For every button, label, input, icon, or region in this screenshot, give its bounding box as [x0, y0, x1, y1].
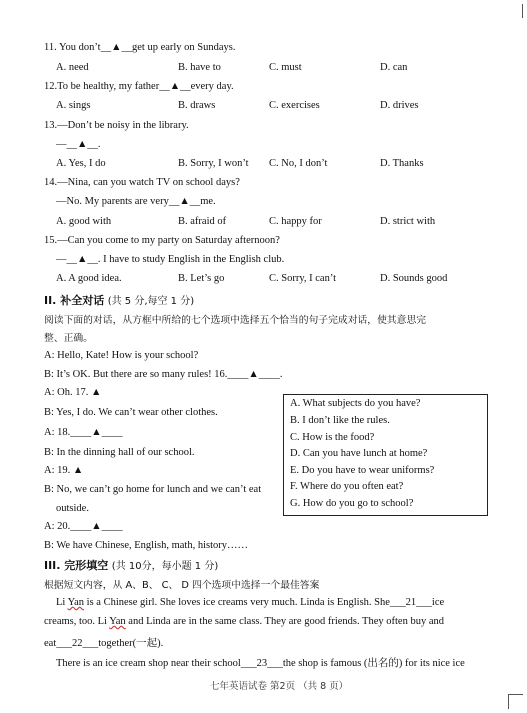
q11-option-c: C. must	[269, 62, 302, 73]
dialog-line-5: A: 18.____▲____	[44, 427, 123, 438]
section-3-instruction: 根据短文内容，从 A、B、 C、 D 四个选项中选择一个最佳答案	[44, 580, 320, 591]
option-f: F. Where do you often eat?	[290, 481, 404, 492]
passage-line-1	[56, 597, 444, 608]
passage-text: creams, too. Li	[44, 616, 110, 627]
dialog-line-6: B: In the dinning hall of our school.	[44, 447, 195, 458]
question-12-stem: 12.To be healthy, my father__▲__every day.	[44, 81, 234, 92]
q14-option-c: C. happy for	[269, 216, 322, 227]
question-14-response: —No. My parents are very__▲__me.	[56, 196, 216, 207]
section-2-instruction-line-2: 整、正确。	[44, 333, 93, 344]
option-b: B. I don’t like the rules.	[290, 415, 390, 426]
q14-option-b: B. afraid of	[178, 216, 227, 227]
option-d: D. Can you have lunch at home?	[290, 448, 428, 459]
passage-text: and Linda are in the same class. They are good friends. They often buy and	[125, 616, 444, 627]
dialog-line-2: B: It’s OK. But there are so many rules! 16.____▲____.	[44, 369, 283, 380]
passage-line-2	[44, 616, 444, 627]
section-2-title: II. 补全对话	[44, 294, 105, 307]
q13-option-c: C. No, I don’t	[269, 158, 328, 169]
q15-option-a: A. A good idea.	[56, 273, 122, 284]
section-3-title: III. 完形填空	[44, 559, 109, 572]
question-13-stem: 13.—Don’t be noisy in the library.	[44, 120, 189, 131]
crop-mark-top-right	[508, 4, 523, 18]
section-3-heading	[44, 557, 218, 573]
name-yan: Yan	[109, 616, 126, 627]
q11-option-a: A. need	[56, 62, 89, 73]
q15-option-c: C. Sorry, I can’t	[269, 273, 337, 284]
dialog-line-4: B: Yes, I do. We can’t wear other clothes.	[44, 407, 218, 418]
q13-option-d: D. Thanks	[380, 158, 424, 169]
option-c: C. How is the food?	[290, 432, 375, 443]
option-a: A. What subjects do you have?	[290, 398, 421, 409]
question-15-stem: 15.—Can you come to my party on Saturday afternoon?	[44, 235, 280, 246]
q13-option-a: A. Yes, I do	[56, 158, 106, 169]
q15-option-d: D. Sounds good	[380, 273, 448, 284]
q12-option-c: C. exercises	[269, 100, 320, 111]
passage-text: is a Chinese girl. She loves ice creams very much. Linda is English. She___21___ice	[84, 597, 445, 608]
name-yan: Yan	[67, 597, 85, 608]
dialog-line-11: B: We have Chinese, English, math, history……	[44, 540, 248, 551]
question-14-stem: 14.—Nina, can you watch TV on school days?	[44, 177, 240, 188]
q11-option-b: B. have to	[178, 62, 221, 73]
question-15-response: —__▲__. I have to study English in the English club.	[56, 254, 285, 265]
q13-option-b: B. Sorry, I won’t	[178, 158, 249, 169]
q12-option-a: A. sings	[56, 100, 91, 111]
dialog-line-1: A: Hello, Kate! How is your school?	[44, 350, 199, 361]
dialog-line-8: B: No, we can’t go home for lunch and we can’t eat	[44, 484, 262, 495]
question-11-stem: 11. You don’t__▲__get up early on Sundays.	[44, 42, 236, 53]
q14-option-a: A. good with	[56, 216, 112, 227]
passage-line-3: eat___22___together(一起).	[44, 638, 164, 649]
q15-option-b: B. Let’s go	[178, 273, 225, 284]
passage-text: Li	[56, 597, 68, 608]
options-box	[283, 394, 488, 516]
dialog-line-7: A: 19. ▲	[44, 465, 84, 476]
q12-option-b: B. draws	[178, 100, 216, 111]
q11-option-d: D. can	[380, 62, 408, 73]
option-e: E. Do you have to wear uniforms?	[290, 465, 435, 476]
section-2-heading	[44, 292, 194, 308]
question-13-response: —__▲__.	[56, 139, 101, 150]
section-3-score-note: (共 10分，每小题 1 分)	[111, 561, 219, 572]
passage-line-4: There is an ice cream shop near their school___23___the shop is famous (出名的) for its nice ice	[56, 658, 465, 669]
section-2-score-note: (共 5 分,每空 1 分)	[107, 296, 195, 307]
option-g: G. How do you go to school?	[290, 498, 414, 509]
page-footer: 七年英语试卷 第2页 （共 8 页）	[210, 681, 349, 692]
q12-option-d: D. drives	[380, 100, 419, 111]
dialog-line-9: outside.	[56, 503, 89, 514]
q14-option-d: D. strict with	[380, 216, 436, 227]
dialog-line-10: A: 20.____▲____	[44, 521, 123, 532]
section-2-instruction-line-1: 阅读下面的对话，从方框中所给的七个选项中选择五个恰当的句子完成对话，使其意思完	[44, 315, 427, 326]
dialog-line-3: A: Oh. 17. ▲	[44, 387, 102, 398]
crop-mark-bottom-right	[508, 694, 523, 709]
